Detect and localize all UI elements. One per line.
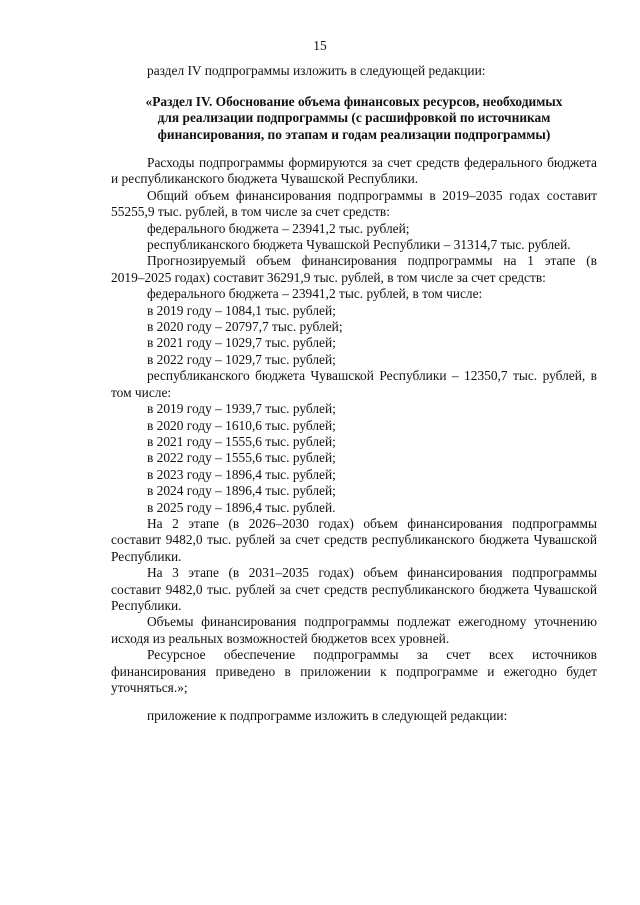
paragraph-total-volume: Общий объем финансирования подпрограммы в 2019–2035 годах составит 55255,9 тыс. рублей, в том числе за счет средств:	[111, 187, 597, 220]
stage1-federal-line: федерального бюджета – 23941,2 тыс. рублей, в том числе:	[147, 286, 483, 302]
stage1-line-1: Прогнозируемый объем финансирования подпрограммы на 1 этапе (в	[147, 253, 597, 269]
paragraph-stage-3: На 3 этапе (в 2031–2035 годах) объем финансирования подпрограммы составит 9482,0 тыс. рублей за счет средств республиканского бюджета Чувашской Республики.	[111, 565, 597, 613]
republic-year-item: в 2022 году – 1555,6 тыс. рублей;	[147, 450, 336, 466]
federal-year-item: в 2021 году – 1029,7 тыс. рублей;	[147, 335, 336, 351]
section-heading	[111, 94, 597, 143]
intro-text: раздел IV подпрограммы изложить в следующей редакции:	[147, 63, 486, 78]
heading-line-1: «Раздел IV. Обоснование объема финансовых ресурсов, необходимых	[145, 94, 563, 109]
republic-year-item: в 2023 году – 1896,4 тыс. рублей;	[147, 466, 336, 482]
republic-year-item: в 2021 году – 1555,6 тыс. рублей;	[147, 433, 336, 449]
federal-year-item: в 2019 году – 1084,1 тыс. рублей;	[147, 302, 336, 318]
republic-year-item: в 2025 году – 1896,4 тыс. рублей.	[147, 499, 336, 515]
paragraph-expenses: Расходы подпрограммы формируются за счет средств федерального бюджета и республиканского бюджета Чувашской Республики.	[111, 155, 597, 187]
total-federal-line: федерального бюджета – 23941,2 тыс. рублей;	[147, 220, 410, 236]
federal-year-item: в 2020 году – 20797,7 тыс. рублей;	[147, 319, 343, 335]
paragraph-stage-2: На 2 этапе (в 2026–2030 годах) объем финансирования подпрограммы составит 9482,0 тыс. рублей за счет средств республиканского бюджета Чувашской Республики.	[111, 515, 597, 564]
document-body	[111, 155, 597, 696]
total-republic-line: республиканского бюджета Чувашской Республики – 31314,7 тыс. рублей.	[147, 237, 571, 253]
republic-year-item: в 2020 году – 1610,6 тыс. рублей;	[147, 417, 336, 433]
heading-line-3: финансирования, по этапам и годам реализации подпрограммы)	[157, 126, 551, 142]
paragraph-resource-provision: Ресурсное обеспечение подпрограммы за счет всех источников финансирования приведено в приложении к подпрограмме и ежегодно будет уточняться.»;	[111, 647, 597, 695]
republic-year-item: в 2019 году – 1939,7 тыс. рублей;	[147, 401, 336, 417]
page-number: 15	[313, 38, 327, 53]
republic-year-item: в 2024 году – 1896,4 тыс. рублей;	[147, 483, 336, 499]
closing-text: приложение к подпрограмме изложить в следующей редакции:	[147, 708, 508, 723]
stage1-republic-line: республиканского бюджета Чувашской Республики – 12350,7 тыс. рублей, в том числе:	[111, 368, 597, 400]
stage1-line-2: 2019–2025 годах) составит 36291,9 тыс. рублей, в том числе за счет средств:	[111, 269, 546, 285]
paragraph-annual-update: Объемы финансирования подпрограммы подлежат ежегодному уточнению исходя из реальных возможностей бюджетов всех уровней.	[111, 614, 597, 646]
heading-line-2: для реализации подпрограммы (с расшифровкой по источникам	[157, 110, 551, 126]
federal-year-item: в 2022 году – 1029,7 тыс. рублей;	[147, 351, 336, 367]
